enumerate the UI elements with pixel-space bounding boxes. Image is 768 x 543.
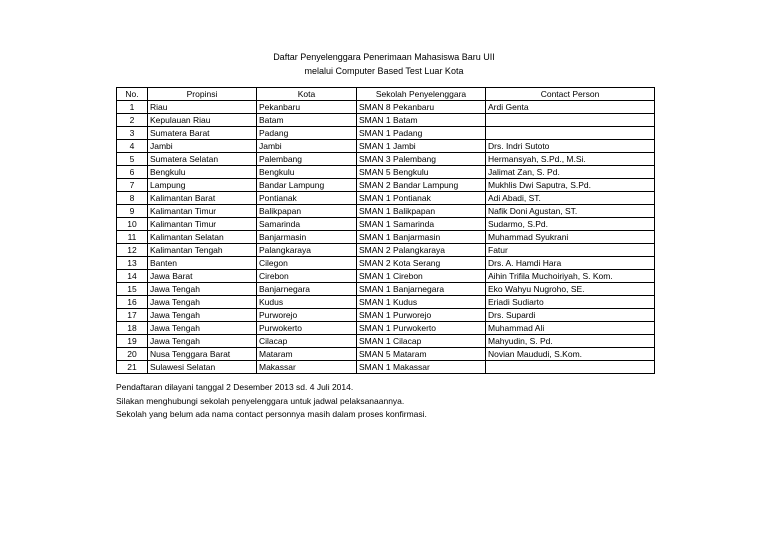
cell-contact: Mahyudin, S. Pd. (486, 335, 655, 348)
header-propinsi: Propinsi (148, 88, 257, 101)
table-row (117, 270, 655, 283)
cell-no: 7 (117, 179, 148, 192)
cell-propinsi: Kalimantan Barat (148, 192, 257, 205)
table-row (117, 296, 655, 309)
cell-contact: Drs. A. Hamdi Hara (486, 257, 655, 270)
cell-propinsi: Lampung (148, 179, 257, 192)
table-row (117, 101, 655, 114)
cell-no: 5 (117, 153, 148, 166)
cell-propinsi: Kalimantan Selatan (148, 231, 257, 244)
cell-kota: Mataram (257, 348, 357, 361)
cell-no: 18 (117, 322, 148, 335)
cell-propinsi: Jawa Tengah (148, 296, 257, 309)
cell-contact (486, 114, 655, 127)
table-row (117, 153, 655, 166)
cell-kota: Makassar (257, 361, 357, 374)
cell-sekolah: SMAN 1 Purworejo (357, 309, 486, 322)
cell-sekolah: SMAN 1 Balikpapan (357, 205, 486, 218)
cell-no: 3 (117, 127, 148, 140)
cell-kota: Jambi (257, 140, 357, 153)
cell-propinsi: Sumatera Barat (148, 127, 257, 140)
table-row (117, 127, 655, 140)
cell-kota: Kudus (257, 296, 357, 309)
cell-kota: Banjarnegara (257, 283, 357, 296)
cell-kota: Cirebon (257, 270, 357, 283)
table-row (117, 192, 655, 205)
cell-no: 15 (117, 283, 148, 296)
organizer-table (116, 87, 655, 374)
cell-contact: Jalimat Zan, S. Pd. (486, 166, 655, 179)
cell-contact: Nafik Doni Agustan, ST. (486, 205, 655, 218)
cell-propinsi: Jawa Tengah (148, 322, 257, 335)
cell-contact: Eriadi Sudiarto (486, 296, 655, 309)
table-row (117, 335, 655, 348)
cell-kota: Palembang (257, 153, 357, 166)
cell-contact: Eko Wahyu Nugroho, SE. (486, 283, 655, 296)
cell-propinsi: Jawa Tengah (148, 335, 257, 348)
table-row (117, 140, 655, 153)
cell-propinsi: Sulawesi Selatan (148, 361, 257, 374)
cell-contact: Drs. Indri Sutoto (486, 140, 655, 153)
cell-no: 2 (117, 114, 148, 127)
cell-contact: Drs. Supardi (486, 309, 655, 322)
cell-sekolah: SMAN 3 Palembang (357, 153, 486, 166)
cell-no: 19 (117, 335, 148, 348)
cell-contact: Ardi Genta (486, 101, 655, 114)
table-row (117, 218, 655, 231)
cell-propinsi: Jambi (148, 140, 257, 153)
cell-no: 4 (117, 140, 148, 153)
cell-kota: Bandar Lampung (257, 179, 357, 192)
cell-sekolah: SMAN 1 Makassar (357, 361, 486, 374)
cell-kota: Balikpapan (257, 205, 357, 218)
cell-propinsi: Sumatera Selatan (148, 153, 257, 166)
table-row (117, 179, 655, 192)
cell-propinsi: Kalimantan Timur (148, 218, 257, 231)
cell-sekolah: SMAN 1 Cirebon (357, 270, 486, 283)
cell-contact: Muhammad Syukrani (486, 231, 655, 244)
table-row (117, 114, 655, 127)
cell-kota: Banjarmasin (257, 231, 357, 244)
cell-contact (486, 127, 655, 140)
cell-kota: Palangkaraya (257, 244, 357, 257)
cell-contact: Fatur (486, 244, 655, 257)
table-row (117, 166, 655, 179)
table-row (117, 231, 655, 244)
cell-sekolah: SMAN 2 Kota Serang (357, 257, 486, 270)
cell-propinsi: Jawa Tengah (148, 309, 257, 322)
cell-sekolah: SMAN 1 Samarinda (357, 218, 486, 231)
cell-propinsi: Kalimantan Timur (148, 205, 257, 218)
table-row (117, 361, 655, 374)
cell-sekolah: SMAN 1 Cilacap (357, 335, 486, 348)
cell-kota: Padang (257, 127, 357, 140)
header-no: No. (117, 88, 148, 101)
cell-kota: Batam (257, 114, 357, 127)
notes (116, 381, 427, 422)
note-line: Silakan menghubungi sekolah penyelenggara untuk jadwal pelaksanaannya. (116, 395, 405, 406)
header-contact: Contact Person (486, 88, 655, 101)
cell-no: 20 (117, 348, 148, 361)
cell-no: 21 (117, 361, 148, 374)
table-row (117, 283, 655, 296)
cell-no: 17 (117, 309, 148, 322)
note-line: Sekolah yang belum ada nama contact personnya masih dalam proses konfirmasi. (116, 409, 427, 419)
document-title (0, 50, 768, 78)
cell-kota: Cilegon (257, 257, 357, 270)
cell-no: 12 (117, 244, 148, 257)
table-row (117, 205, 655, 218)
cell-no: 10 (117, 218, 148, 231)
table-row (117, 348, 655, 361)
table-row (117, 257, 655, 270)
header-sekolah: Sekolah Penyelenggara (357, 88, 486, 101)
cell-sekolah: SMAN 1 Jambi (357, 140, 486, 153)
table-row (117, 322, 655, 335)
cell-contact: Novian Maududi, S.Kom. (486, 348, 655, 361)
cell-contact: Muhammad Ali (486, 322, 655, 335)
cell-kota: Purwokerto (257, 322, 357, 335)
table-row (117, 244, 655, 257)
cell-no: 8 (117, 192, 148, 205)
cell-sekolah: SMAN 2 Palangkaraya (357, 244, 486, 257)
cell-sekolah: SMAN 1 Pontianak (357, 192, 486, 205)
cell-sekolah: SMAN 1 Kudus (357, 296, 486, 309)
cell-no: 9 (117, 205, 148, 218)
cell-sekolah: SMAN 8 Pekanbaru (357, 101, 486, 114)
header-kota: Kota (257, 88, 357, 101)
cell-contact: Hermansyah, S.Pd., M.Si. (486, 153, 655, 166)
cell-no: 11 (117, 231, 148, 244)
cell-contact: Mukhlis Dwi Saputra, S.Pd. (486, 179, 655, 192)
cell-sekolah: SMAN 5 Mataram (357, 348, 486, 361)
cell-no: 13 (117, 257, 148, 270)
cell-sekolah: SMAN 5 Bengkulu (357, 166, 486, 179)
cell-kota: Purworejo (257, 309, 357, 322)
table-body (117, 101, 655, 374)
cell-sekolah: SMAN 1 Banjarnegara (357, 283, 486, 296)
cell-propinsi: Riau (148, 101, 257, 114)
cell-no: 14 (117, 270, 148, 283)
cell-kota: Samarinda (257, 218, 357, 231)
cell-propinsi: Kepulauan Riau (148, 114, 257, 127)
cell-propinsi: Banten (148, 257, 257, 270)
cell-propinsi: Bengkulu (148, 166, 257, 179)
cell-kota: Pontianak (257, 192, 357, 205)
cell-contact: Adi Abadi, ST. (486, 192, 655, 205)
title-line-2: melalui Computer Based Test Luar Kota (304, 66, 464, 76)
table-row (117, 309, 655, 322)
cell-sekolah: SMAN 1 Banjarmasin (357, 231, 486, 244)
cell-propinsi: Kalimantan Tengah (148, 244, 257, 257)
cell-propinsi: Jawa Barat (148, 270, 257, 283)
cell-no: 16 (117, 296, 148, 309)
cell-propinsi: Nusa Tenggara Barat (148, 348, 257, 361)
cell-kota: Pekanbaru (257, 101, 357, 114)
cell-sekolah: SMAN 2 Bandar Lampung (357, 179, 486, 192)
cell-no: 1 (117, 101, 148, 114)
cell-propinsi: Jawa Tengah (148, 283, 257, 296)
table-header-row (117, 88, 655, 101)
cell-no: 6 (117, 166, 148, 179)
cell-kota: Cilacap (257, 335, 357, 348)
cell-contact: Sudarmo, S.Pd. (486, 218, 655, 231)
note-line: Pendaftaran dilayani tanggal 2 Desember 2013 sd. 4 Juli 2014. (116, 382, 354, 392)
cell-sekolah: SMAN 1 Batam (357, 114, 486, 127)
cell-sekolah: SMAN 1 Padang (357, 127, 486, 140)
cell-kota: Bengkulu (257, 166, 357, 179)
cell-sekolah: SMAN 1 Purwokerto (357, 322, 486, 335)
title-line-1: Daftar Penyelenggara Penerimaan Mahasiswa Baru UII (273, 52, 495, 62)
cell-contact: Aihin Trifila Muchoiriyah, S. Kom. (486, 270, 655, 283)
cell-contact (486, 361, 655, 374)
